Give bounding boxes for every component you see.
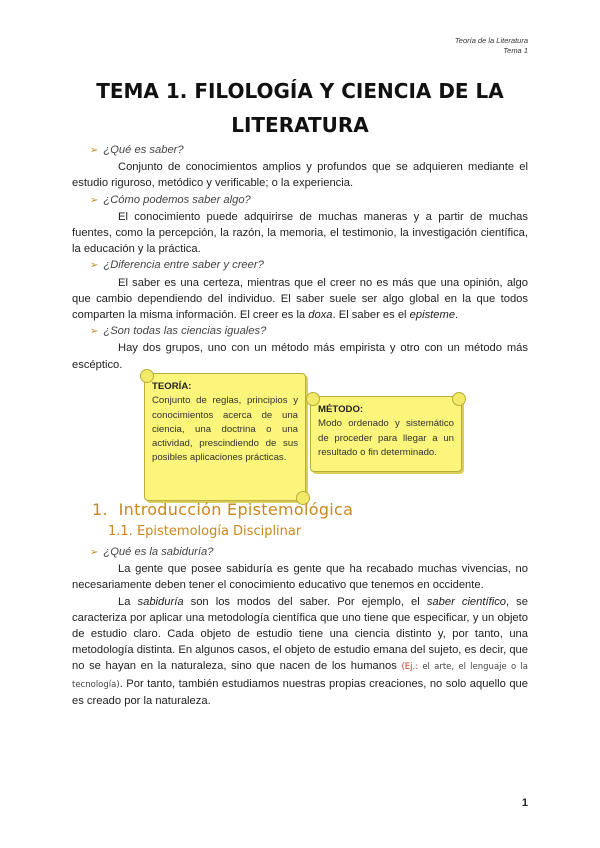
header-course: Teoría de la Literatura bbox=[454, 36, 528, 45]
answer-paragraph: Conjunto de conocimientos amplios y profundos que se adquieren mediante el estudio riguroso, metódico y verificable; o la experiencia. bbox=[72, 161, 528, 190]
term-saber-cientifico: saber científico bbox=[426, 595, 507, 608]
example-note: (Ej.: el arte, el lenguaje o la tecnología) bbox=[72, 662, 528, 690]
epistemology-section bbox=[72, 544, 528, 709]
arrow-bullet-icon: ➢ bbox=[90, 194, 99, 206]
scroll-curl-icon bbox=[452, 392, 466, 406]
metodo-text: Modo ordenado y sistemático de proceder para llegar a un resultado o fin determinado. bbox=[318, 418, 454, 458]
body-paragraph: La sabiduría son los modos del saber. Por ejemplo, el saber científico, se caracteriza por aplicar una metodología científica que uno tiene que especificar, y un objeto de estudio claro. Cada objeto de estudio tiene una ciencia distinto y, por tanto, una metodología distinta. En algunos casos, el objeto de estudio emana del sujeto, es decir, que no se hayan en la naturaleza, sino que nacen de los humanos (Ej.: el arte, el lenguaje o la tecnología). Por tanto, también estudiamos nuestras propias creaciones, no solo aquello que es creado por la naturaleza. bbox=[72, 595, 528, 707]
teoria-text: Conjunto de reglas, principios y conocimientos acerca de una ciencia, una doctrina o una actividad, prescindiendo de sus posibles aplicaciones prácticas. bbox=[152, 395, 298, 464]
page-title bbox=[60, 74, 540, 142]
body-paragraph: La gente que posee sabiduría es gente que ha recabado muchas vivencias, no necesariamente deben tener el conocimiento educativo que tenemos en occidente. bbox=[72, 563, 528, 592]
term-episteme: episteme bbox=[409, 309, 456, 322]
answer-paragraph: Hay dos grupos, uno con un método más empirista y otro con un método más escéptico. bbox=[72, 342, 528, 371]
arrow-bullet-icon: ➢ bbox=[90, 326, 99, 338]
section-heading-1: 1. Introducción Epistemológica bbox=[92, 500, 354, 519]
metodo-label: MÉTODO: bbox=[318, 404, 364, 415]
running-header bbox=[455, 36, 528, 56]
title-line-2: LITERATURA bbox=[231, 113, 369, 137]
scroll-curl-icon bbox=[306, 392, 320, 406]
teoria-box bbox=[144, 373, 306, 501]
arrow-bullet-icon: ➢ bbox=[90, 260, 99, 272]
page-number: 1 bbox=[521, 797, 528, 809]
question-item: ➢ ¿Son todas las ciencias iguales? bbox=[90, 325, 267, 338]
header-topic: Tema 1 bbox=[503, 46, 528, 55]
arrow-bullet-icon: ➢ bbox=[90, 145, 99, 156]
arrow-bullet-icon: ➢ bbox=[90, 547, 99, 558]
answer-paragraph: El conocimiento puede adquirirse de muchas maneras y a partir de muchas fuentes, como la percepción, la razón, la memoria, el testimonio, la investigación científica, la educación y la práctica. bbox=[72, 210, 528, 256]
metodo-box bbox=[310, 396, 462, 472]
intro-section bbox=[72, 142, 528, 373]
question-item: ➢ ¿Qué es saber? bbox=[90, 144, 184, 156]
term-sabiduria: sabiduría bbox=[137, 595, 184, 608]
answer-paragraph: El saber es una certeza, mientras que el creer no es más que una opinión, algo que cambio dependiendo del individuo. El saber suele ser algo global en la que todos comparten la misma información. El creer es la doxa. El saber es el episteme. bbox=[72, 276, 528, 322]
question-item: ➢ ¿Qué es la sabiduría? bbox=[90, 546, 214, 558]
question-item: ➢ ¿Diferencia entre saber y creer? bbox=[90, 259, 264, 272]
question-item: ➢ ¿Cómo podemos saber algo? bbox=[90, 193, 251, 206]
title-line-1: TEMA 1. FILOLOGÍA Y CIENCIA DE LA bbox=[96, 79, 504, 103]
scroll-curl-icon bbox=[140, 369, 154, 383]
term-doxa: doxa bbox=[308, 309, 333, 322]
teoria-label: TEORÍA: bbox=[152, 381, 192, 392]
section-heading-1-1: 1.1. Epistemología Disciplinar bbox=[108, 524, 302, 539]
